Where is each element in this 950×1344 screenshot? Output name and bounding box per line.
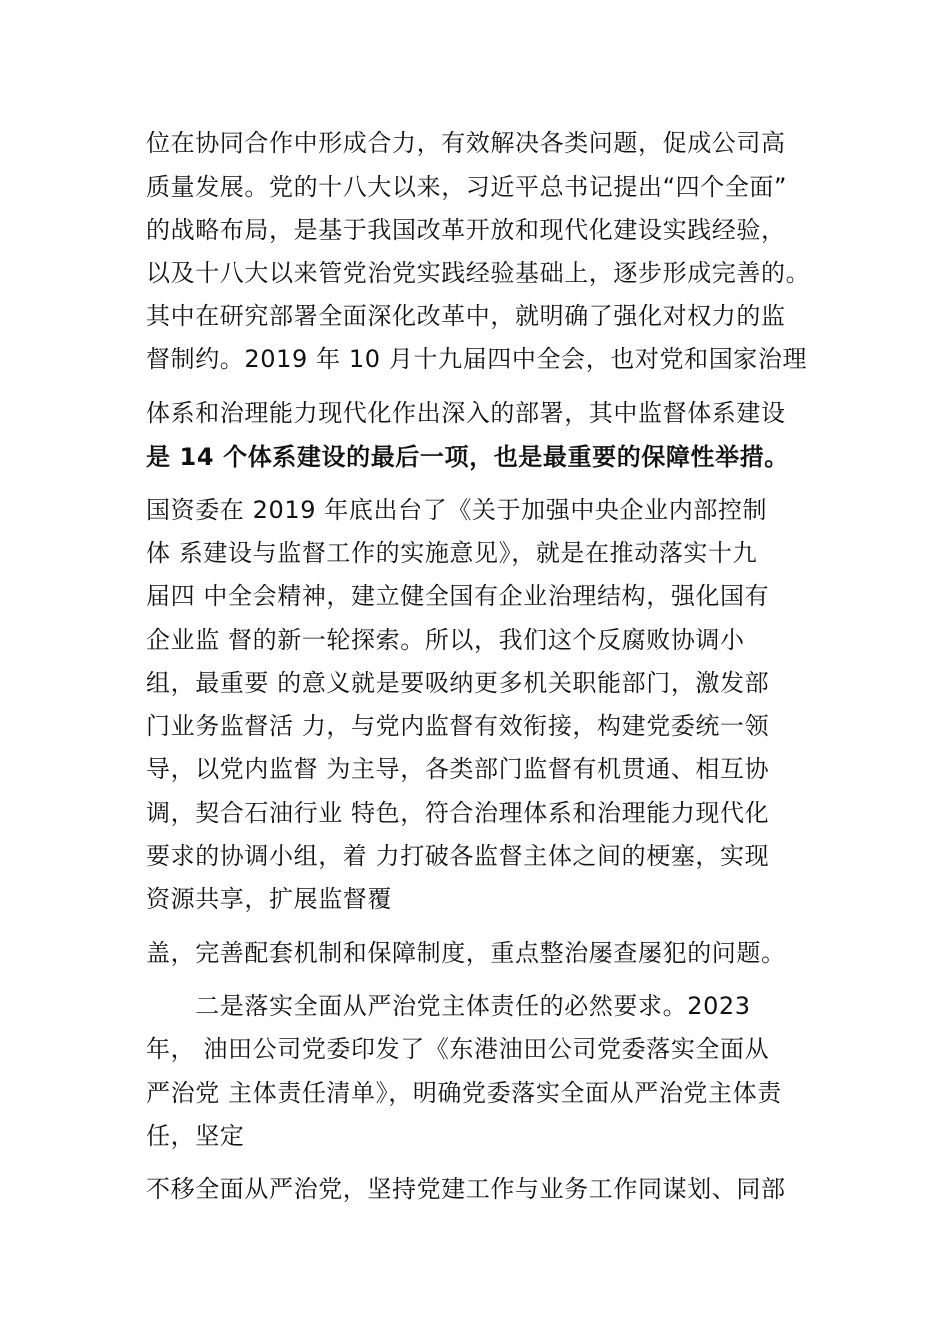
paragraph-line: 任，坚定	[146, 1122, 245, 1150]
paragraph-line: 体系和治理能力现代化作出深入的部署，其中监督体系建设	[146, 399, 786, 427]
paragraph-line: 盖，完善配套机制和保障制度，重点整治屡查屡犯的问题。	[146, 939, 786, 967]
paragraph-line: 以及十八大以来管党治党实践经验基础上，逐步形成完善的。	[146, 259, 811, 287]
paragraph-line: 要求的协调小组，着 力打破各监督主体之间的梗塞，实现	[146, 842, 770, 870]
paragraph-line: 体 系建设与监督工作的实施意见》，就是在推动落实十九	[146, 539, 758, 567]
paragraph-line: 届四 中全会精神，建立健全国有企业治理结构，强化国有	[146, 582, 770, 610]
paragraph-line: 其中在研究部署全面深化改革中，就明确了强化对权力的监	[146, 302, 786, 330]
paragraph-line: 严治党 主体责任清单》，明确党委落实全面从严治党主体责	[146, 1079, 782, 1107]
paragraph-line: 调，契合石油行业 特色，符合治理体系和治理能力现代化	[146, 799, 770, 827]
paragraph-line: 位在协同合作中形成合力，有效解决各类问题，促成公司高	[146, 129, 786, 157]
emphasized-line: 是 14 个体系建设的最后一项，也是最重要的保障性举措。	[146, 443, 789, 471]
paragraph-line: 的战略布局，是基于我国改革开放和现代化建设实践经验，	[146, 216, 786, 244]
paragraph-line: 督制约。2019 年 10 月十九届四中全会，也对党和国家治理	[146, 345, 808, 373]
paragraph-line: 质量发展。党的十八大以来，习近平总书记提出“四个全面”	[146, 173, 788, 201]
paragraph-line: 国资委在 2019 年底出台了《关于加强中央企业内部控制	[146, 496, 768, 524]
paragraph-line: 组，最重要 的意义就是要吸纳更多机关职能部门，激发部	[146, 669, 770, 697]
paragraph-line: 企业监 督的新一轮探索。所以，我们这个反腐败协调小	[146, 626, 745, 654]
paragraph-line: 不移全面从严治党，坚持党建工作与业务工作同谋划、同部	[146, 1175, 786, 1203]
paragraph-line: 年， 油田公司党委印发了《东港油田公司党委落实全面从	[146, 1035, 770, 1063]
paragraph-line: 资源共享，扩展监督覆	[146, 885, 392, 913]
paragraph-line: 门业务监督活 力，与党内监督有效衔接，构建党委统一领	[146, 712, 770, 740]
paragraph-line: 二是落实全面从严治党主体责任的必然要求。2023	[146, 992, 751, 1020]
paragraph-line: 导，以党内监督 为主导，各类部门监督有机贯通、相互协	[146, 755, 770, 783]
